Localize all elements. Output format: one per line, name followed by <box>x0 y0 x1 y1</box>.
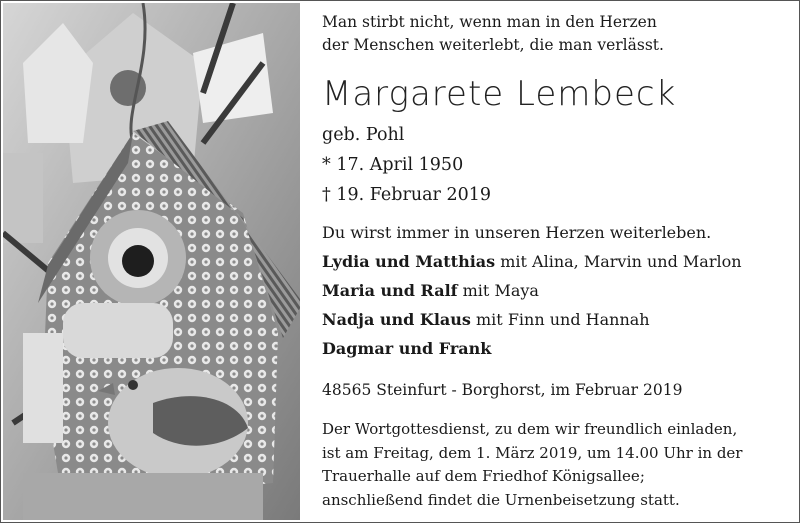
family-with: mit Finn und Hannah <box>470 310 650 329</box>
quote-line: Man stirbt nicht, wenn man in den Herzen <box>322 13 657 31</box>
family-intro: Du wirst immer in unseren Herzen weiterleben. <box>322 223 712 242</box>
family-row <box>322 334 787 363</box>
service-line: Trauerhalle auf dem Friedhof Königsallee; <box>322 467 645 485</box>
deceased-name: Margarete Lembeck <box>322 74 677 114</box>
quote-line: der Menschen weiterlebt, die man verlässt. <box>322 36 664 54</box>
family-names: Nadja und Klaus <box>322 310 471 329</box>
family-names: Maria und Ralf <box>322 281 458 300</box>
memorial-quote <box>322 11 787 57</box>
service-line: Der Wortgottesdienst, zu dem wir freundlich einladen, <box>322 420 738 438</box>
family-row <box>322 247 787 276</box>
family-names: Lydia und Matthias <box>322 252 496 271</box>
family-with: mit Maya <box>457 281 539 300</box>
service-info <box>322 418 787 512</box>
birdhouse-photo <box>3 3 300 520</box>
maiden-name: geb. Pohl <box>322 125 405 145</box>
death-date: † 19. Februar 2019 <box>322 185 491 205</box>
family-with: mit Alina, Marvin und Marlon <box>495 252 742 271</box>
obituary-text <box>322 11 787 512</box>
service-line: ist am Freitag, dem 1. März 2019, um 14.00 Uhr in der <box>322 443 743 462</box>
place-date: 48565 Steinfurt - Borghorst, im Februar 2019 <box>322 381 683 399</box>
family-section <box>322 218 787 363</box>
family-row <box>322 276 787 305</box>
service-line: anschließend findet die Urnenbeisetzung statt. <box>322 490 680 509</box>
life-dates <box>322 120 787 210</box>
birth-date: * 17. April 1950 <box>322 155 464 175</box>
family-names: Dagmar und Frank <box>322 339 492 358</box>
family-row <box>322 305 787 334</box>
